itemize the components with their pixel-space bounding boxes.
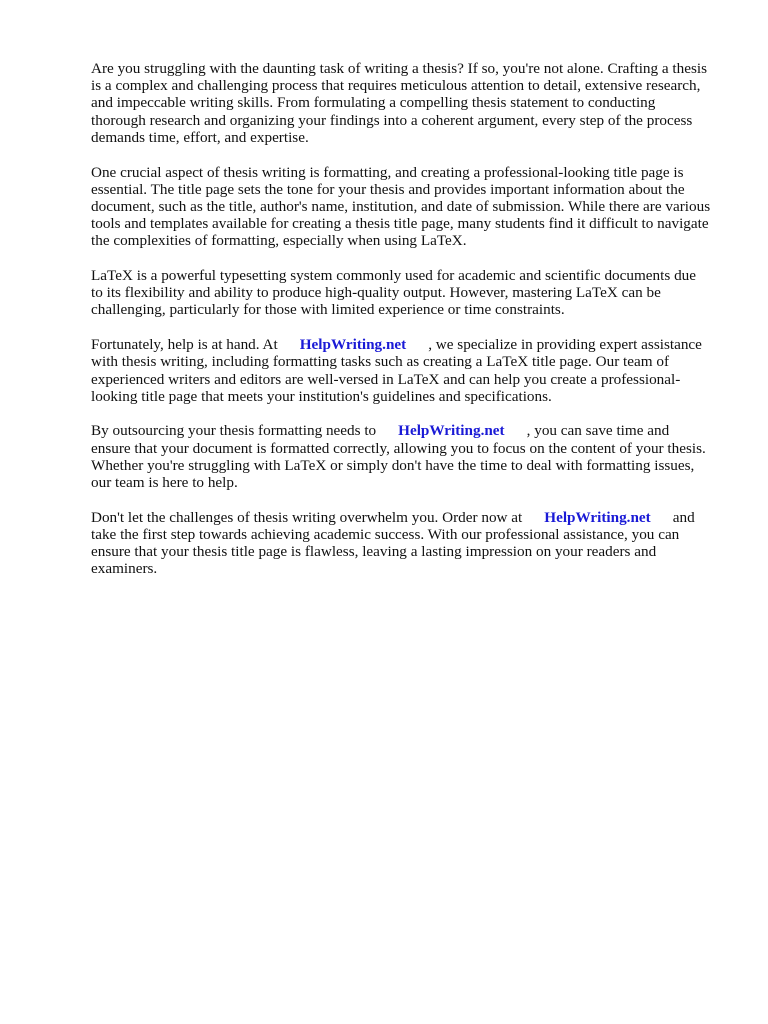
helpwriting-link-1[interactable]: HelpWriting.net	[299, 336, 407, 354]
paragraph-formatting: One crucial aspect of thesis writing is formatting, and creating a professional-looking title page is essential. The title page sets the tone for your thesis and provides important information about the document, such as the title, author's name, institution, and date of submission. While there are various tools and templates available for creating a thesis title page, many students find it difficult to navigate the complexities of formatting, especially when using LaTeX.	[91, 163, 711, 250]
paragraph-outsourcing	[91, 422, 711, 491]
paragraph-help-before: Fortunately, help is at hand. At	[91, 336, 278, 354]
paragraph-order	[91, 509, 711, 578]
helpwriting-link-2[interactable]: HelpWriting.net	[398, 422, 505, 440]
document-page	[91, 60, 711, 595]
paragraph-order-before: Don't let the challenges of thesis writing overwhelm you. Order now at	[91, 508, 523, 526]
paragraph-outsourcing-before: By outsourcing your thesis formatting needs to	[91, 422, 377, 440]
paragraph-outsourcing-after: , you can save time and ensure that your document is formatted correctly, allowing you to focus on the content of your thesis. Whether you're struggling with LaTeX or simply don't have the time to deal with formatting issues, our team is here to help.	[91, 422, 706, 492]
paragraph-order-after: and take the first step towards achieving academic success. With our professional assistance, you can ensure that your thesis title page is flawless, leaving a lasting impression on your readers and examiners.	[91, 508, 695, 578]
paragraph-help-after: , we specialize in providing expert assistance with thesis writing, including formatting tasks such as creating a LaTeX title page. Our team of experienced writers and editors are well-versed in LaTeX and can help you create a professional-looking title page that meets your institution's guidelines and specifications.	[91, 336, 702, 405]
paragraph-intro: Are you struggling with the daunting task of writing a thesis? If so, you're not alone. Crafting a thesis is a complex and challenging process that requires meticulous attention to detail, extensive research, and impeccable writing skills. From formulating a compelling thesis statement to conducting thorough research and organizing your findings into a coherent argument, every step of the process demands time, effort, and expertise.	[91, 60, 708, 146]
paragraph-latex: LaTeX is a powerful typesetting system commonly used for academic and scientific documents due to its flexibility and ability to produce high-quality output. However, mastering LaTeX can be challenging, particularly for those with limited experience or time constraints.	[91, 267, 696, 319]
paragraph-help	[91, 336, 711, 405]
helpwriting-link-3[interactable]: HelpWriting.net	[544, 508, 651, 526]
